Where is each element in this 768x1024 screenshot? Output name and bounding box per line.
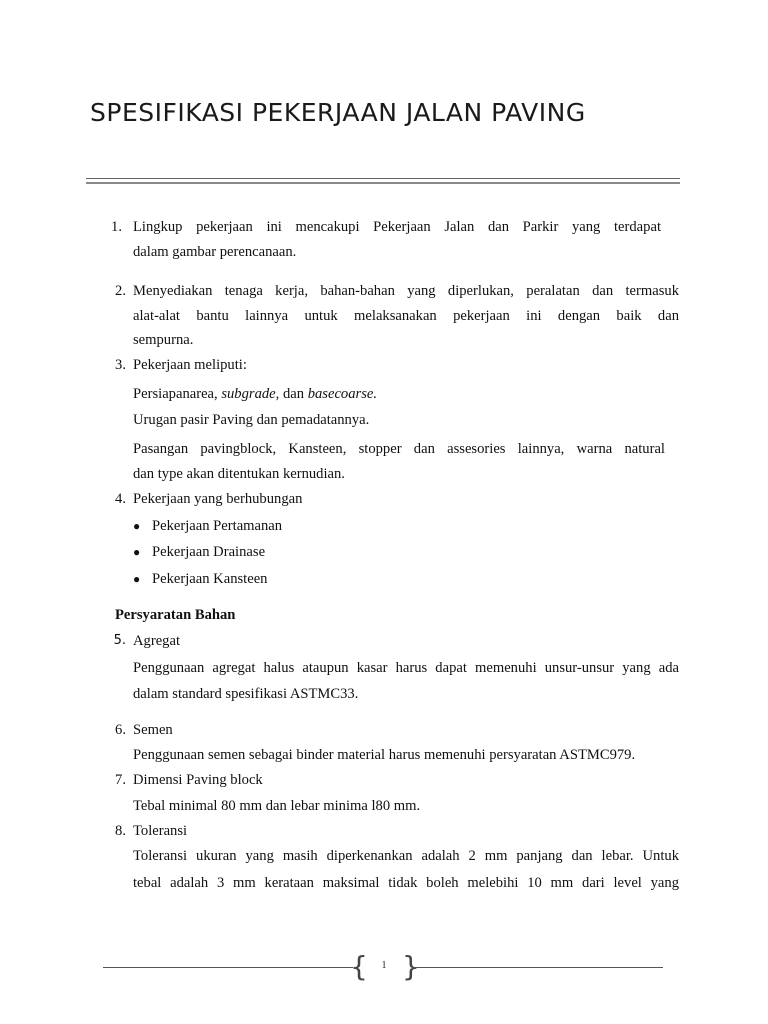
item-text-line: Lingkup pekerjaan ini mencakupi Pekerjaan Jalan dan Parkir yang terdapat	[133, 219, 661, 235]
item-subtext-line: Pasangan pavingblock, Kansteen, stopper dan assesories lainnya, warna natural	[133, 441, 665, 457]
sub-text: dan	[279, 386, 308, 402]
left-brace-icon: {	[350, 950, 368, 983]
item-number: 1.	[111, 219, 122, 235]
bullet-item: Pekerjaan Drainase	[152, 544, 266, 560]
item-text-line: tebal adalah 3 mm kerataan maksimal tidak boleh melebihi 10 mm dari level yang	[133, 875, 679, 891]
item-text-line: Penggunaan agregat halus ataupun kasar harus dapat memenuhi unsur-unsur yang ada	[133, 660, 679, 676]
footer-divider-right	[413, 967, 663, 968]
item-number: 6.	[115, 722, 126, 738]
item-label: Agregat	[133, 633, 181, 649]
item-label: Pekerjaan meliputi:	[133, 357, 247, 373]
item-number: 5.	[113, 633, 126, 648]
item-subtext-line	[133, 385, 377, 403]
right-brace-icon: }	[402, 950, 420, 983]
item-number: 7.	[115, 772, 126, 788]
bullet-icon: ●	[133, 572, 141, 586]
sub-text-italic: basecoarse.	[307, 386, 377, 402]
item-text-line: Toleransi ukuran yang masih diperkenankan adalah 2 mm panjang dan lebar. Untuk	[133, 848, 679, 864]
item-label: Pekerjaan yang berhubungan	[133, 491, 303, 507]
item-text-line: Penggunaan semen sebagai binder material harus memenuhi persyaratan ASTMC979.	[133, 747, 636, 763]
item-label: Dimensi Paving block	[133, 772, 263, 788]
page-number: 1	[381, 960, 387, 971]
sub-text-italic: subgrade,	[221, 386, 280, 402]
footer-divider-left	[103, 967, 353, 968]
item-number: 2.	[115, 283, 126, 299]
item-label: Semen	[133, 722, 173, 738]
document-title: SPESIFIKASI PEKERJAAN JALAN PAVING	[90, 98, 586, 127]
item-number: 4.	[115, 491, 126, 507]
item-subtext-line: Urugan pasir Paving dan pemadatannya.	[133, 412, 370, 428]
item-text-line: dalam standard spesifikasi ASTMC33.	[133, 686, 359, 702]
bullet-icon: ●	[133, 519, 141, 533]
item-text-line: Menyediakan tenaga kerja, bahan-bahan yang diperlukan, peralatan dan termasuk	[133, 283, 679, 299]
item-subtext-line: dan type akan ditentukan kernudian.	[133, 466, 345, 482]
sub-text: Persiapanarea,	[133, 386, 222, 402]
item-text-line: sempurna.	[133, 332, 194, 348]
item-text-line: alat-alat bantu lainnya untuk melaksanakan pekerjaan ini dengan baik dan	[133, 308, 679, 324]
bullet-icon: ●	[133, 545, 141, 559]
bullet-item: Pekerjaan Kansteen	[152, 571, 268, 587]
section-heading: Persyaratan Bahan	[115, 607, 236, 623]
item-number: 8.	[115, 823, 126, 839]
item-text-line: dalam gambar perencanaan.	[133, 244, 297, 260]
item-label: Toleransi	[133, 823, 188, 839]
item-number: 3.	[115, 357, 126, 373]
item-text-line: Tebal minimal 80 mm dan lebar minima l80 mm.	[133, 798, 421, 814]
bullet-item: Pekerjaan Pertamanan	[152, 518, 283, 534]
